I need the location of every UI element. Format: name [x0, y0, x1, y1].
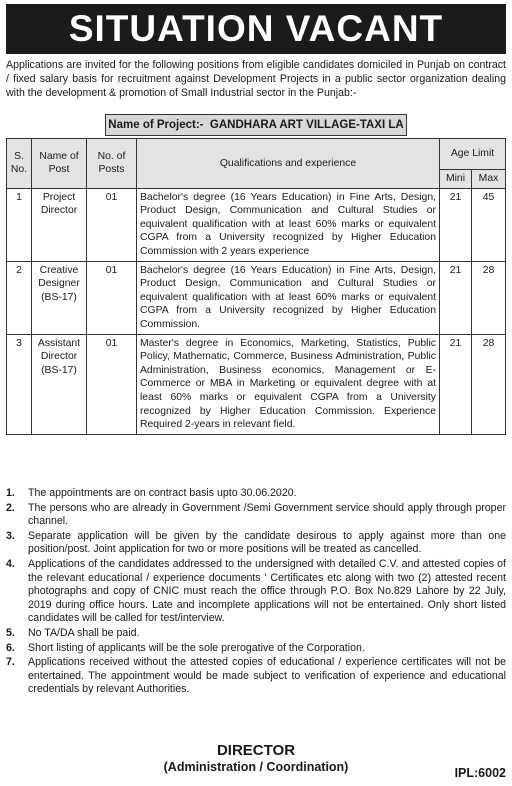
list-item — [6, 502, 506, 529]
item-number: 4. — [6, 557, 15, 570]
signatory-block — [0, 742, 512, 776]
cell-post: Assistant Director (BS-17) — [32, 334, 87, 434]
item-text: The appointments are on contract basis upto 30.06.2020. — [28, 487, 297, 499]
page-title: SITUATION VACANT — [6, 4, 506, 54]
header-post: Name of Post — [32, 139, 87, 189]
project-label: Name of Project:- — [108, 119, 204, 131]
cell-max: 45 — [472, 188, 506, 261]
cell-mini: 21 — [440, 188, 472, 261]
ipl-number: IPL:6002 — [454, 766, 506, 780]
cell-count: 01 — [87, 334, 137, 434]
table-row — [7, 261, 506, 334]
header-count: No. of Posts — [87, 139, 137, 189]
table-row — [7, 188, 506, 261]
cell-mini: 21 — [440, 261, 472, 334]
cell-count: 01 — [87, 188, 137, 261]
item-number: 5. — [6, 626, 15, 639]
list-item — [6, 627, 506, 641]
cell-max: 28 — [472, 261, 506, 334]
cell-post: Project Director — [32, 188, 87, 261]
cell-sno: 3 — [7, 334, 32, 434]
item-text: The persons who are already in Government /Semi Government service should apply through proper channel. — [28, 501, 506, 528]
item-number: 3. — [6, 529, 15, 542]
project-name: GANDHARA ART VILLAGE-TAXI LA — [209, 119, 404, 131]
header-sno: S. No. — [7, 139, 32, 189]
intro-paragraph: Applications are invited for the following positions from eligible candidates domiciled in Punjab on contract / fixed salary basis for recruitment against Development Projects in a public sector organization dealing with the development & promotion of Small Industrial sector in the Punjab:- — [6, 59, 506, 99]
cell-mini: 21 — [440, 334, 472, 434]
item-number: 2. — [6, 501, 15, 514]
director-title: DIRECTOR — [216, 742, 296, 759]
cell-qualifications: Bachelor's degree (16 Years Education) in Fine Arts, Design, Product Design, Communication and Cultural Studies or equivalent qualification with at least 60% marks or equivalent CGPA from a University recognized by Higher Education Commission with 2 years experience — [137, 188, 440, 261]
cell-qualifications: Master's degree in Economics, Marketing, Statistics, Public Policy, Mathematic, Commerce, Business Administration, Public Administration, Business economics, Management or E-Commerce or MBA in Marketing or equivalent degree with at least 60% marks or equivalent CGPA from a University recognized by Higher Education Commission. Experience Required 2-years in relevant field. — [137, 334, 440, 434]
project-name-box — [105, 114, 407, 136]
list-item — [6, 656, 506, 697]
item-text: No TA/DA shall be paid. — [28, 626, 140, 639]
header-qualifications: Qualifications and experience — [137, 139, 440, 189]
terms-list — [6, 487, 506, 698]
list-item — [6, 558, 506, 626]
cell-post: Creative Designer (BS-17) — [32, 261, 87, 334]
item-text: Applications of the candidates addressed to the undersigned with detailed C.V. and attested copies of the relevant educational / experience documents ' Certificates etc along with two (2) attested recent photographs and copy of CNIC must reach the office through P.O. Box No.829 Lahore by 22 July, 2019 during office hours. Late and incomplete applications will not be entertained. Only short listed candidates will be called for test/interview. — [28, 557, 506, 625]
item-number: 1. — [6, 487, 15, 499]
header-max: Max — [472, 170, 506, 189]
table-row — [7, 334, 506, 434]
item-number: 6. — [6, 641, 15, 654]
cell-count: 01 — [87, 261, 137, 334]
item-number: 7. — [6, 656, 15, 669]
director-role: (Administration / Coordination) — [163, 760, 349, 774]
table-header-row — [7, 139, 506, 170]
positions-table — [6, 138, 506, 435]
cell-qualifications: Bachelor's degree (16 Years Education) in Fine Arts, Design, Product Design, Communication and Cultural Studies or equivalent qualification with at least 60% marks or equivalent CGPA from a University recognized by Higher Education Commission. — [137, 261, 440, 334]
cell-max: 28 — [472, 334, 506, 434]
cell-sno: 1 — [7, 188, 32, 261]
item-text: Separate application will be given by the candidate desirous to apply against more than one position/post. Joint application for two or more positions will be treated as cancelled. — [28, 529, 506, 556]
item-text: Short listing of applicants will be the sole prerogative of the Corporation. — [28, 641, 365, 654]
header-mini: Mini — [440, 170, 472, 189]
list-item — [6, 487, 506, 501]
item-text: Applications received without the attested copies of educational / experience certificates will not be entertained. The appointment would be made subject to verification of experience and educational credentials by relevant Authorities. — [28, 656, 506, 696]
list-item — [6, 642, 506, 656]
header-age-limit: Age Limit — [440, 139, 506, 170]
list-item — [6, 530, 506, 557]
cell-sno: 2 — [7, 261, 32, 334]
